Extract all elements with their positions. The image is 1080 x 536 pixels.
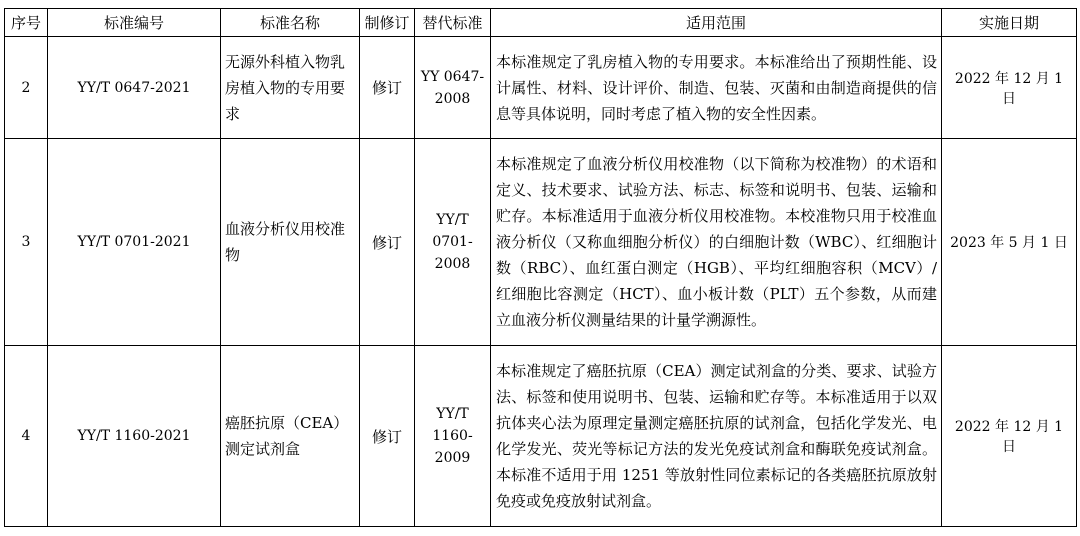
cell-name: 血液分析仪用校准物 [221, 139, 360, 346]
cell-replaces: YY/T 0701-2008 [415, 139, 491, 346]
cell-replaces: YY 0647-2008 [415, 37, 491, 139]
cell-seq: 4 [5, 346, 48, 527]
cell-date: 2022 年 12 月 1 日 [942, 346, 1077, 527]
table-row [5, 139, 1077, 346]
header-scope: 适用范围 [491, 9, 942, 37]
header-seq: 序号 [5, 9, 48, 37]
header-date: 实施日期 [942, 9, 1077, 37]
cell-date: 2022 年 12 月 1 日 [942, 37, 1077, 139]
cell-seq: 2 [5, 37, 48, 139]
cell-code: YY/T 1160-2021 [48, 346, 221, 527]
cell-revision: 修订 [360, 37, 415, 139]
cell-replaces: YY/T 1160-2009 [415, 346, 491, 527]
cell-revision: 修订 [360, 346, 415, 527]
cell-scope: 本标准规定了乳房植入物的专用要求。本标准给出了预期性能、设计属性、材料、设计评价、制造、包装、灭菌和由制造商提供的信息等具体说明，同时考虑了植入物的安全性因素。 [491, 37, 942, 139]
cell-seq: 3 [5, 139, 48, 346]
cell-scope: 本标准规定了癌胚抗原（CEA）测定试剂盒的分类、要求、试验方法、标签和使用说明书、包装、运输和贮存等。本标准适用于以双抗体夹心法为原理定量测定癌胚抗原的试剂盒，包括化学发光、电化学发光、荧光等标记方法的发光免疫试剂盒和酶联免疫试剂盒。本标准不适用于用 1251 等放射性同位素标记的各类癌胚抗原放射免疫或免疫放射试剂盒。 [491, 346, 942, 527]
header-row [5, 9, 1077, 37]
table-row [5, 346, 1077, 527]
header-name: 标准名称 [221, 9, 360, 37]
header-replaces: 替代标准 [415, 9, 491, 37]
standards-table [4, 8, 1077, 527]
header-revision: 制修订 [360, 9, 415, 37]
cell-code: YY/T 0701-2021 [48, 139, 221, 346]
cell-date: 2023 年 5 月 1 日 [942, 139, 1077, 346]
cell-code: YY/T 0647-2021 [48, 37, 221, 139]
cell-name: 无源外科植入物乳房植入物的专用要求 [221, 37, 360, 139]
header-code: 标准编号 [48, 9, 221, 37]
cell-revision: 修订 [360, 139, 415, 346]
cell-name: 癌胚抗原（CEA）测定试剂盒 [221, 346, 360, 527]
table-row [5, 37, 1077, 139]
cell-scope: 本标准规定了血液分析仪用校准物（以下简称为校准物）的术语和定义、技术要求、试验方法、标志、标签和说明书、包装、运输和贮存。本标准适用于血液分析仪用校准物。本校准物只用于校准血液分析仪（又称血细胞分析仪）的白细胞计数（WBC）、红细胞计数（RBC）、血红蛋白测定（HGB）、平均红细胞容积（MCV）/红细胞比容测定（HCT）、血小板计数（PLT）五个参数，从而建立血液分析仪测量结果的计量学溯源性。 [491, 139, 942, 346]
